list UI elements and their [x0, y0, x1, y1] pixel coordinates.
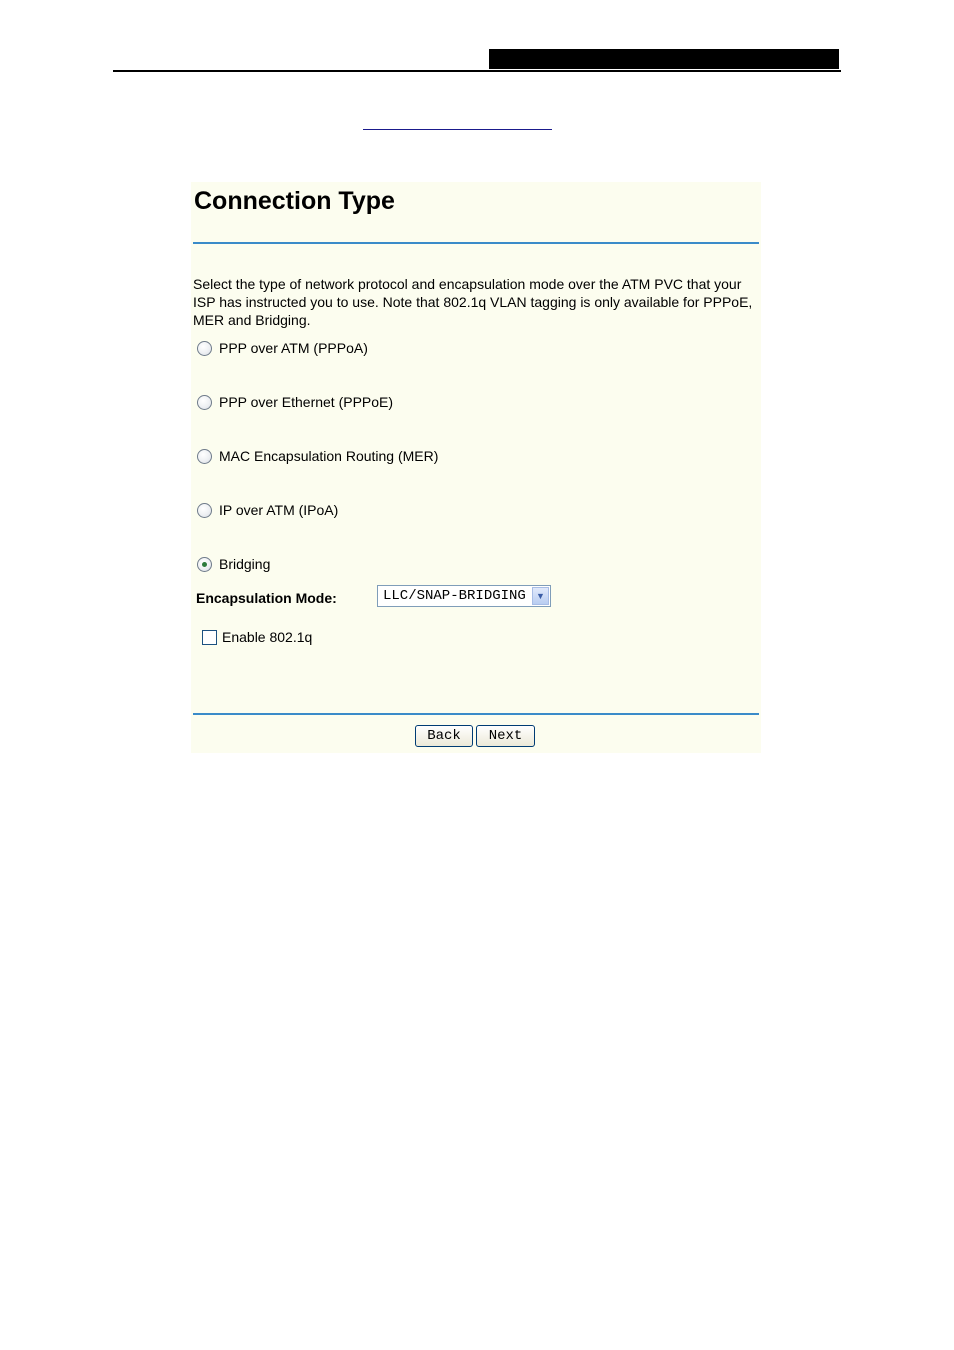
- encapsulation-mode-value: LLC/SNAP-BRIDGING: [383, 588, 526, 604]
- enable-8021q-option[interactable]: [202, 628, 312, 646]
- radio-label-ipoa: IP over ATM (IPoA): [219, 502, 339, 518]
- next-button[interactable]: Next: [476, 725, 535, 747]
- radio-button-pppoa[interactable]: [197, 341, 212, 356]
- radio-pppoa[interactable]: [197, 339, 368, 357]
- radio-label-bridging: Bridging: [219, 556, 271, 572]
- radio-pppoe[interactable]: [197, 393, 393, 411]
- radio-button-pppoe[interactable]: [197, 395, 212, 410]
- footer-divider: [193, 713, 759, 715]
- enable-8021q-checkbox[interactable]: [202, 630, 217, 645]
- encapsulation-mode-label: Encapsulation Mode:: [196, 590, 337, 606]
- radio-label-mer: MAC Encapsulation Routing (MER): [219, 448, 439, 464]
- radio-button-ipoa[interactable]: [197, 503, 212, 518]
- page-title: Connection Type: [194, 187, 395, 215]
- description-text: Select the type of network protocol and encapsulation mode over the ATM PVC that your ISP has instructed you to use. Note that 802.1q VLAN tagging is only available for PPPoE, MER and Bridging.: [193, 276, 753, 328]
- chevron-down-icon[interactable]: ▼: [532, 587, 549, 605]
- hyperlink-underline[interactable]: [363, 129, 552, 130]
- radio-ipoa[interactable]: [197, 501, 338, 519]
- header-rule: [113, 70, 841, 72]
- radio-bridging[interactable]: [197, 555, 270, 573]
- radio-mer[interactable]: [197, 447, 438, 465]
- radio-button-mer[interactable]: [197, 449, 212, 464]
- radio-label-pppoe: PPP over Ethernet (PPPoE): [219, 394, 394, 410]
- enable-8021q-label: Enable 802.1q: [222, 629, 313, 645]
- radio-label-pppoa: PPP over ATM (PPPoA): [219, 340, 368, 356]
- encapsulation-mode-select[interactable]: [377, 585, 551, 607]
- title-divider: [193, 242, 759, 244]
- back-button[interactable]: Back: [415, 725, 473, 747]
- connection-type-panel: [191, 182, 761, 753]
- header-bar: [489, 49, 839, 69]
- radio-button-bridging[interactable]: [197, 557, 212, 572]
